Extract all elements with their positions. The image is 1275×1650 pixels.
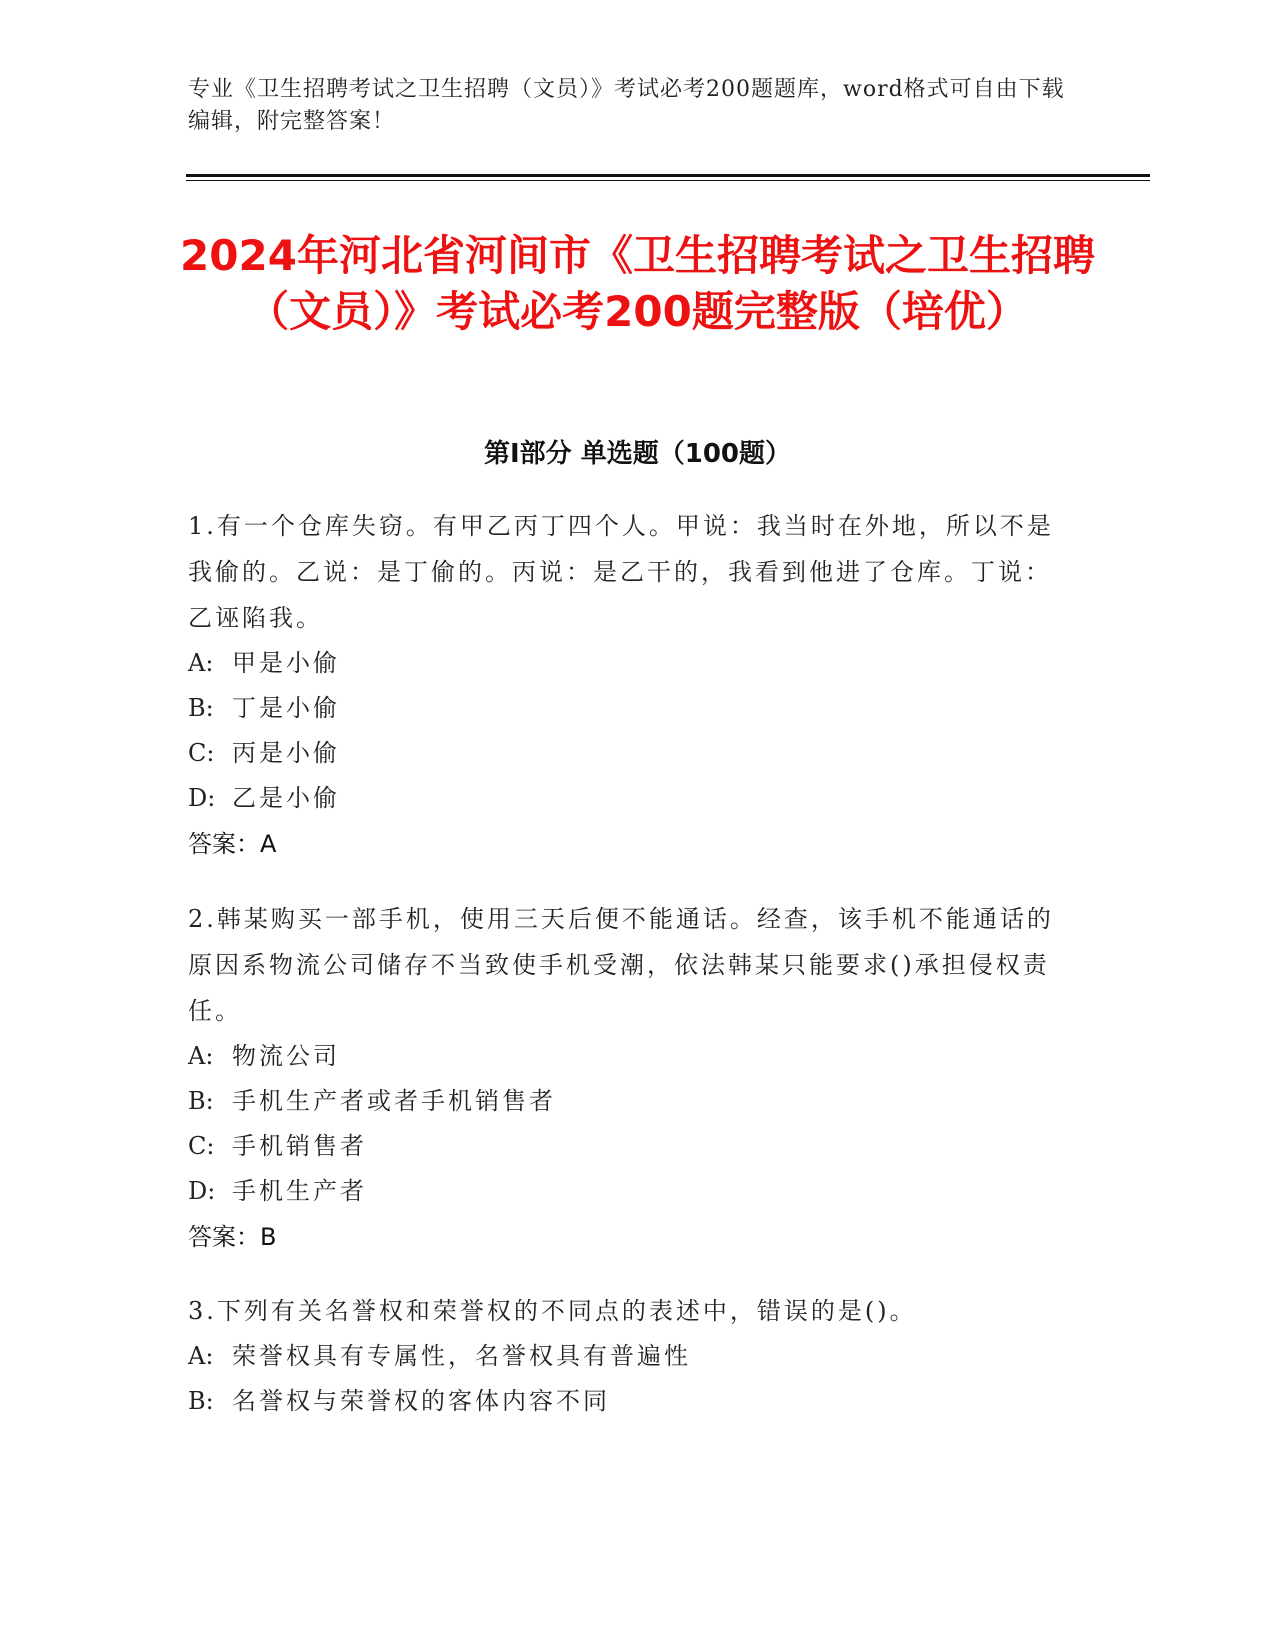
- option-d: [188, 1169, 1068, 1214]
- question-stem: 3.下列有关名誉权和荣誉权的不同点的表述中，错误的是()。: [188, 1297, 917, 1325]
- option-key: C:: [188, 739, 215, 767]
- document-title: 2024年河北省河间市《卫生招聘考试之卫生招聘（文员）》考试必考200题完整版（培优）: [180, 231, 1095, 336]
- option-text: 丁是小偷: [232, 694, 340, 722]
- option-text: 手机生产者: [232, 1177, 367, 1205]
- header-note: 专业《卫生招聘考试之卫生招聘（文员）》考试必考200题题库，word格式可自由下载编辑，附完整答案！: [188, 77, 1065, 134]
- option-b: [188, 1079, 1068, 1124]
- option-text: 甲是小偷: [232, 649, 340, 677]
- option-text: 名誉权与荣誉权的客体内容不同: [232, 1387, 610, 1415]
- header-rule-thin: [186, 180, 1150, 181]
- option-text: 手机生产者或者手机销售者: [232, 1087, 556, 1115]
- option-key: A:: [188, 1042, 214, 1070]
- option-text: 物流公司: [232, 1042, 340, 1070]
- option-text: 丙是小偷: [232, 739, 340, 767]
- option-a: [188, 1334, 1068, 1379]
- option-key: D:: [188, 784, 216, 812]
- option-c: [188, 1124, 1068, 1169]
- option-key: A:: [188, 649, 214, 677]
- question-1: [188, 503, 1068, 867]
- option-d: [188, 776, 1068, 821]
- section-heading: 第I部分 单选题（100题）: [484, 439, 791, 469]
- option-key: B:: [188, 1387, 214, 1415]
- option-key: B:: [188, 1087, 214, 1115]
- option-text: 乙是小偷: [232, 784, 340, 812]
- option-a: [188, 1034, 1068, 1079]
- option-b: [188, 1379, 1068, 1424]
- option-key: A:: [188, 1342, 214, 1370]
- answer: 答案：A: [188, 830, 277, 858]
- question-3: [188, 1288, 1068, 1424]
- question-2: [188, 896, 1068, 1260]
- question-stem: 2.韩某购买一部手机，使用三天后便不能通话。经查，该手机不能通话的原因系物流公司储存不当致使手机受潮，依法韩某只能要求()承担侵权责任。: [188, 905, 1054, 1025]
- answer: 答案：B: [188, 1223, 277, 1251]
- option-a: [188, 641, 1068, 686]
- option-c: [188, 731, 1068, 776]
- option-text: 手机销售者: [232, 1132, 367, 1160]
- option-key: D:: [188, 1177, 216, 1205]
- question-stem: 1.有一个仓库失窃。有甲乙丙丁四个人。甲说：我当时在外地，所以不是我偷的。乙说：是丁偷的。丙说：是乙干的，我看到他进了仓库。丁说：乙诬陷我。: [188, 512, 1054, 632]
- option-text: 荣誉权具有专属性，名誉权具有普遍性: [232, 1342, 691, 1370]
- header-rule-thick: [186, 174, 1150, 177]
- option-key: B:: [188, 694, 214, 722]
- option-b: [188, 686, 1068, 731]
- option-key: C:: [188, 1132, 215, 1160]
